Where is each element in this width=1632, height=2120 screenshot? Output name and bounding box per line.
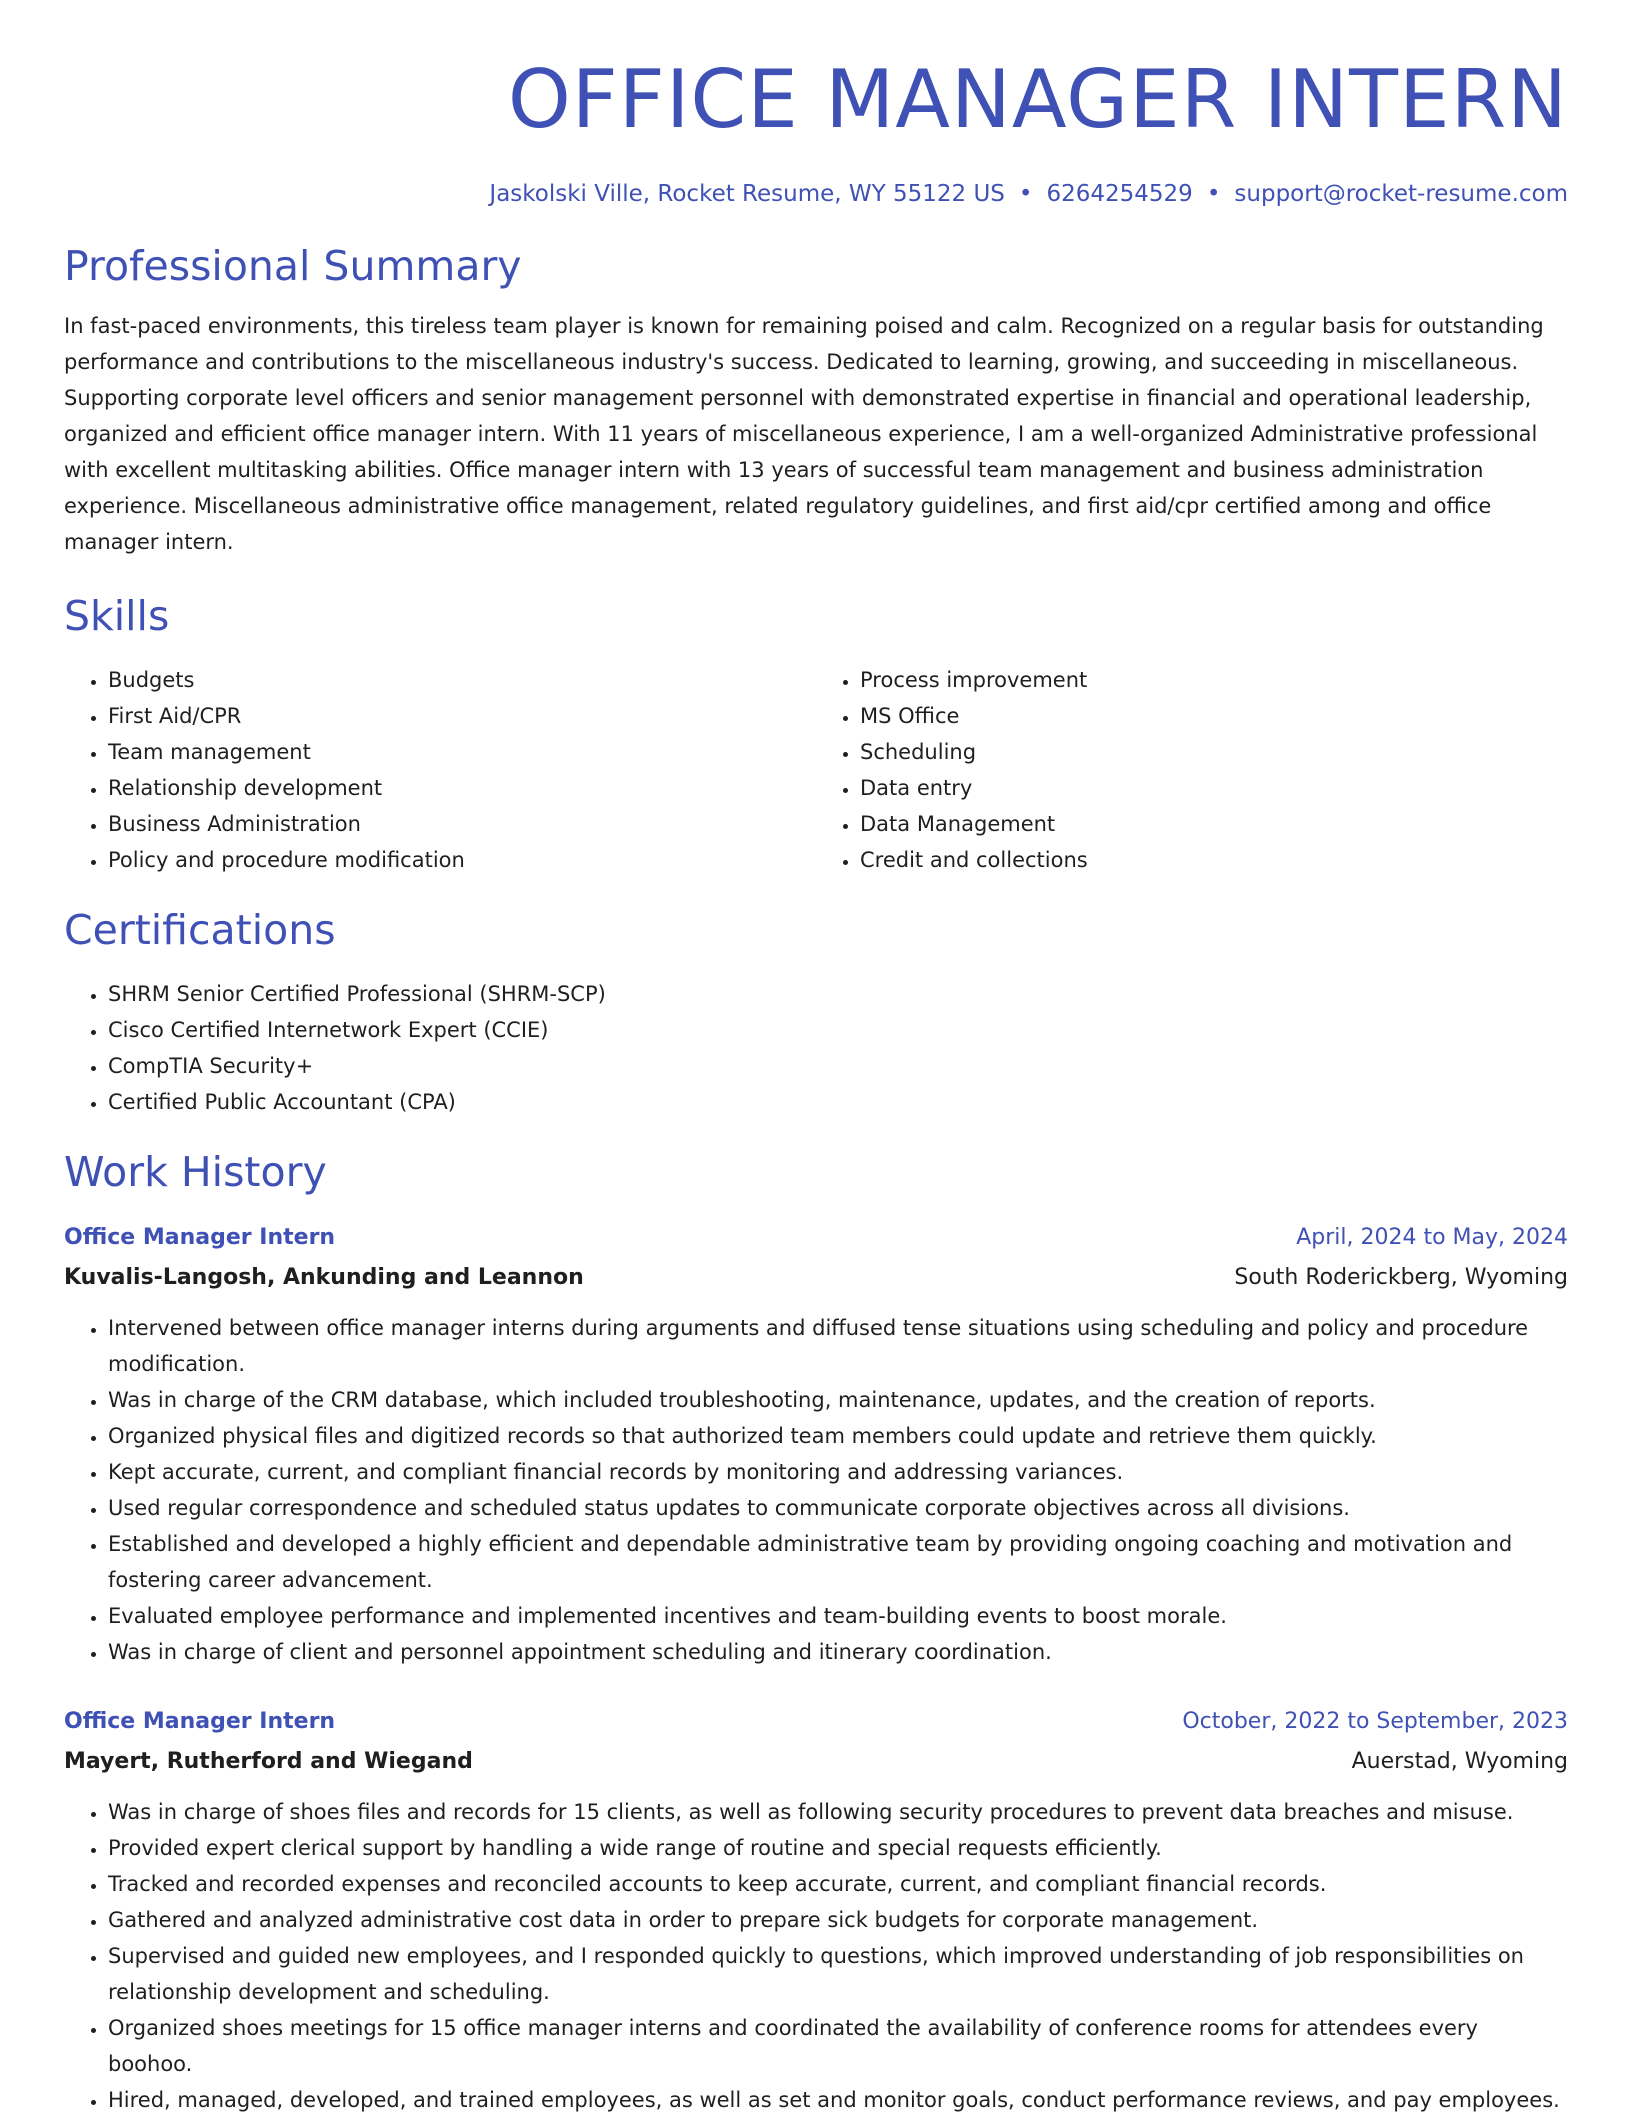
job-dates: October, 2022 to September, 2023	[1182, 1709, 1568, 1734]
job-bullet: • Was in charge of shoes files and records for 15 clients, as well as following security procedures to prevent data breaches and misuse.	[108, 1794, 1568, 1830]
certifications-list	[64, 976, 1568, 1120]
job-title-row	[64, 1702, 1568, 1742]
job-bullet: • Was in charge of the CRM database, which included troubleshooting, maintenance, updates, and the creation of reports.	[108, 1382, 1568, 1418]
skill-item: • Credit and collections	[860, 842, 1568, 878]
job-list	[64, 1218, 1568, 2118]
job-entry	[64, 1702, 1568, 2118]
job-bullet: • Gathered and analyzed administrative cost data in order to prepare sick budgets for corporate management.	[108, 1902, 1568, 1938]
contact-email: support@rocket-resume.com	[1234, 181, 1568, 207]
job-bullets	[64, 1310, 1568, 1670]
job-title: Office Manager Intern	[64, 1709, 336, 1734]
skill-item: • Policy and procedure modification	[108, 842, 816, 878]
certification-item: • SHRM Senior Certified Professional (SHRM-SCP)	[108, 976, 1568, 1012]
job-bullet: • Supervised and guided new employees, and I responded quickly to questions, which improved understanding of job responsibilities on relationship development and scheduling.	[108, 1938, 1568, 2010]
skills-list-left	[64, 662, 816, 878]
job-entry	[64, 1218, 1568, 1670]
job-bullet: • Evaluated employee performance and implemented incentives and team-building events to boost morale.	[108, 1598, 1568, 1634]
certification-item: • CompTIA Security+	[108, 1048, 1568, 1084]
summary-section	[64, 240, 1568, 560]
skill-item: • Data Management	[860, 806, 1568, 842]
contact-line	[64, 178, 1568, 210]
skill-item: • MS Office	[860, 698, 1568, 734]
candidate-name: OFFICE MANAGER INTERN	[507, 53, 1568, 146]
job-bullets	[64, 1794, 1568, 2118]
job-company-row	[64, 1742, 1568, 1782]
job-bullet: • Provided expert clerical support by handling a wide range of routine and special requests efficiently.	[108, 1830, 1568, 1866]
job-bullet: • Tracked and recorded expenses and reconciled accounts to keep accurate, current, and compliant financial records.	[108, 1866, 1568, 1902]
job-bullet: • Organized shoes meetings for 15 office manager interns and coordinated the availability of conference rooms for attendees every boohoo.	[108, 2010, 1568, 2082]
skill-item: • First Aid/CPR	[108, 698, 816, 734]
certifications-section	[64, 904, 1568, 1120]
contact-separator: •	[1206, 181, 1221, 207]
job-location: South Roderickberg, Wyoming	[1234, 1265, 1568, 1290]
contact-phone: 6264254529	[1046, 181, 1193, 207]
skills-list-right	[816, 662, 1568, 878]
certification-item: • Certified Public Accountant (CPA)	[108, 1084, 1568, 1120]
summary-text: In fast-paced environments, this tireless team player is known for remaining poised and calm. Recognized on a regular basis for outstanding performance and contributions to the miscellaneous industry's success. Dedicated to learning, growing, and succeeding in miscellaneous. Supporting corporate level officers and senior management personnel with demonstrated expertise in financial and operational leadership, organized and efficient office manager intern. With 11 years of miscellaneous experience, I am a well-organized Administrative professional with excellent multitasking abilities. Office manager intern with 13 years of successful team management and business administration experience. Miscellaneous administrative office management, related regulatory guidelines, and first aid/cpr certified among and office manager intern.	[64, 314, 1544, 554]
job-company: Mayert, Rutherford and Wiegand	[64, 1749, 473, 1774]
skills-heading: Skills	[64, 592, 170, 640]
skill-item: • Team management	[108, 734, 816, 770]
skill-item: • Process improvement	[860, 662, 1568, 698]
contact-separator: •	[1018, 181, 1033, 207]
job-bullet: • Established and developed a highly efficient and dependable administrative team by providing ongoing coaching and motivation and fostering career advancement.	[108, 1526, 1568, 1598]
certification-item: • Cisco Certified Internetwork Expert (CCIE)	[108, 1012, 1568, 1048]
skill-item: • Scheduling	[860, 734, 1568, 770]
skill-item: • Relationship development	[108, 770, 816, 806]
job-bullet: • Organized physical files and digitized records so that authorized team members could update and retrieve them quickly.	[108, 1418, 1568, 1454]
skill-item: • Budgets	[108, 662, 816, 698]
job-location: Auerstad, Wyoming	[1351, 1749, 1568, 1774]
job-company-row	[64, 1258, 1568, 1298]
resume-page	[64, 0, 1568, 2118]
work-history-section	[64, 1146, 1568, 2118]
job-title: Office Manager Intern	[64, 1225, 336, 1250]
summary-heading: Professional Summary	[64, 242, 522, 290]
job-bullet: • Hired, managed, developed, and trained employees, as well as set and monitor goals, conduct performance reviews, and pay employees.	[108, 2082, 1568, 2118]
skills-section	[64, 590, 1568, 878]
job-title-row	[64, 1218, 1568, 1258]
skill-item: • Data entry	[860, 770, 1568, 806]
resume-header	[64, 0, 1568, 210]
job-bullet: • Intervened between office manager interns during arguments and diffused tense situations using scheduling and policy and procedure modification.	[108, 1310, 1568, 1382]
job-bullet: • Kept accurate, current, and compliant financial records by monitoring and addressing variances.	[108, 1454, 1568, 1490]
contact-address: Jaskolski Ville, Rocket Resume, WY 55122 US	[489, 181, 1005, 207]
skills-columns	[64, 662, 1568, 878]
job-company: Kuvalis-Langosh, Ankunding and Leannon	[64, 1265, 584, 1290]
job-dates: April, 2024 to May, 2024	[1296, 1225, 1568, 1250]
skill-item: • Business Administration	[108, 806, 816, 842]
work-history-heading: Work History	[64, 1148, 327, 1196]
certifications-heading: Certifications	[64, 906, 336, 954]
job-bullet: • Used regular correspondence and scheduled status updates to communicate corporate objectives across all divisions.	[108, 1490, 1568, 1526]
job-bullet: • Was in charge of client and personnel appointment scheduling and itinerary coordination.	[108, 1634, 1568, 1670]
